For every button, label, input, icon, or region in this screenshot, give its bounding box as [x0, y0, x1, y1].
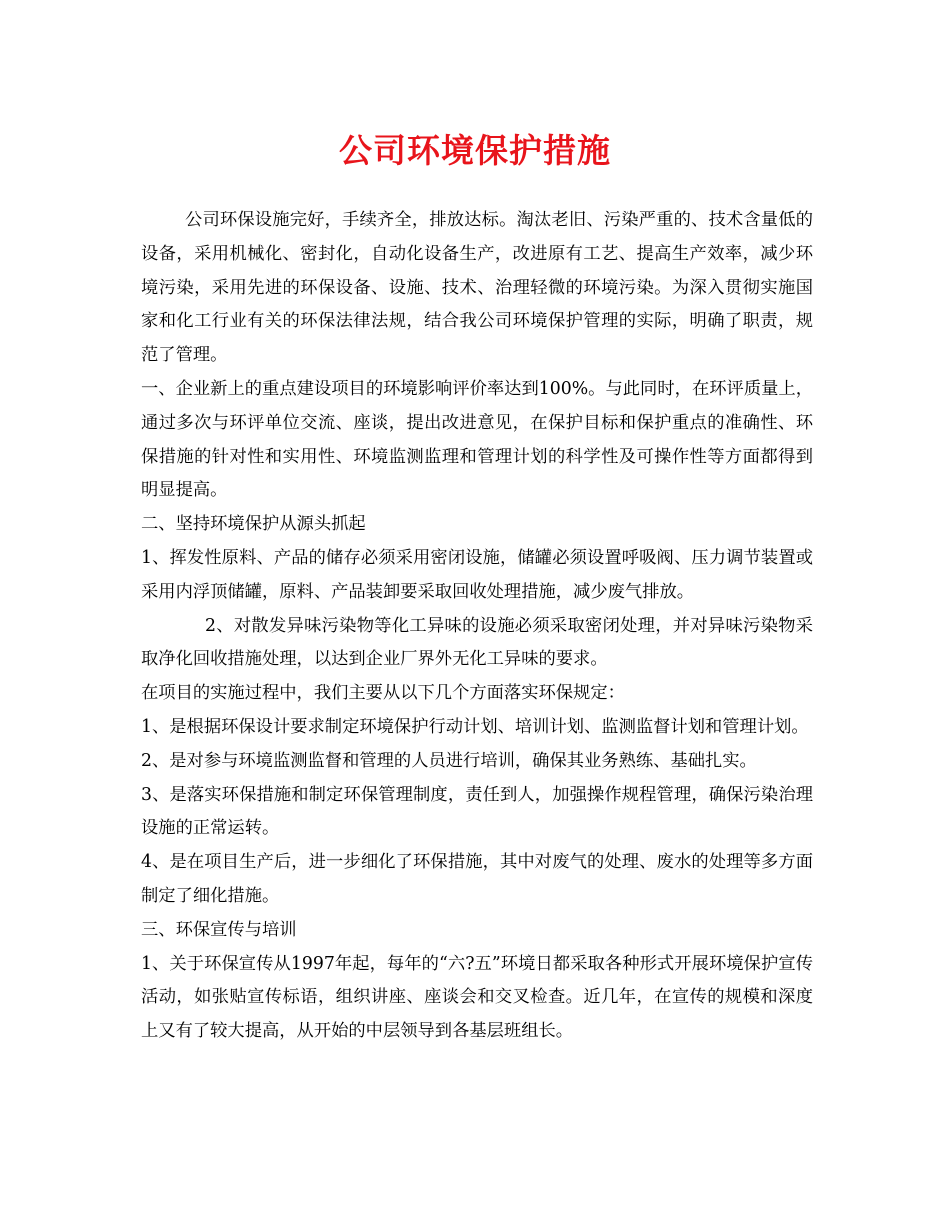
paragraph-section-2-item-2: 2、对散发异味污染物等化工异味的设施必须采取密闭处理，并对异味污染物采取净化回收措施处理，以达到企业厂界外无化工异味的要求。: [141, 615, 813, 670]
document-title: 公司环境保护措施: [339, 131, 611, 170]
paragraph-section-1: 一、企业新上的重点建设项目的环境影响评价率达到100%。与此同时，在环评质量上，通过多次与环评单位交流、座谈，提出改进意见，在保护目标和保护重点的准确性、环保措施的针对性和实用性、环境监测监理和管理计划的科学性及可操作性等方面都得到明显提高。: [141, 378, 813, 501]
paragraph-implementation-item-4: 4、是在项目生产后，进一步细化了环保措施，其中对废气的处理、废水的处理等多方面制定了细化措施。: [141, 852, 813, 906]
paragraph-implementation: 在项目的实施过程中，我们主要从以下几个方面落实环保规定：: [141, 683, 625, 704]
heading-section-3: 三、环保宣传与培训: [141, 919, 297, 940]
paragraph-intro: 公司环保设施完好，手续齐全，排放达标。淘汰老旧、污染严重的、技术含量低的设备，采用机械化、密封化，自动化设备生产，改进原有工艺、提高生产效率，减少环境污染，采用先进的环保设备、设施、技术、治理轻微的环境污染。为深入贯彻实施国家和化工行业有关的环保法律法规，结合我公司环境保护管理的实际，明确了职责，规范了管理。: [141, 210, 813, 366]
paragraph-implementation-item-2: 2、是对参与环境监测监督和管理的人员进行培训，确保其业务熟练、基础扎实。: [141, 750, 757, 771]
document-body: [141, 204, 813, 1049]
paragraph-section-3-item-1: 1、关于环保宣传从1997年起，每年的“六?五”环境日都采取各种形式开展环境保护宣传活动，如张贴宣传标语，组织讲座、座谈会和交叉检查。近几年，在宣传的规模和深度上又有了较大提高，从开始的中层领导到各基层班组长。: [141, 953, 813, 1042]
paragraph-implementation-item-3: 3、是落实环保措施和制定环保管理制度，责任到人，加强操作规程管理，确保污染治理设施的正常运转。: [141, 784, 813, 839]
paragraph-section-2-item-1: 1、挥发性原料、产品的储存必须采用密闭设施，储罐必须设置呼吸阀、压力调节装置或采用内浮顶储罐，原料、产品装卸要采取回收处理措施，减少废气排放。: [141, 547, 813, 602]
heading-section-2: 二、坚持环境保护从源头抓起: [141, 514, 366, 535]
paragraph-implementation-item-1: 1、是根据环保设计要求制定环境保护行动计划、培训计划、监测监督计划和管理计划。: [141, 716, 809, 737]
